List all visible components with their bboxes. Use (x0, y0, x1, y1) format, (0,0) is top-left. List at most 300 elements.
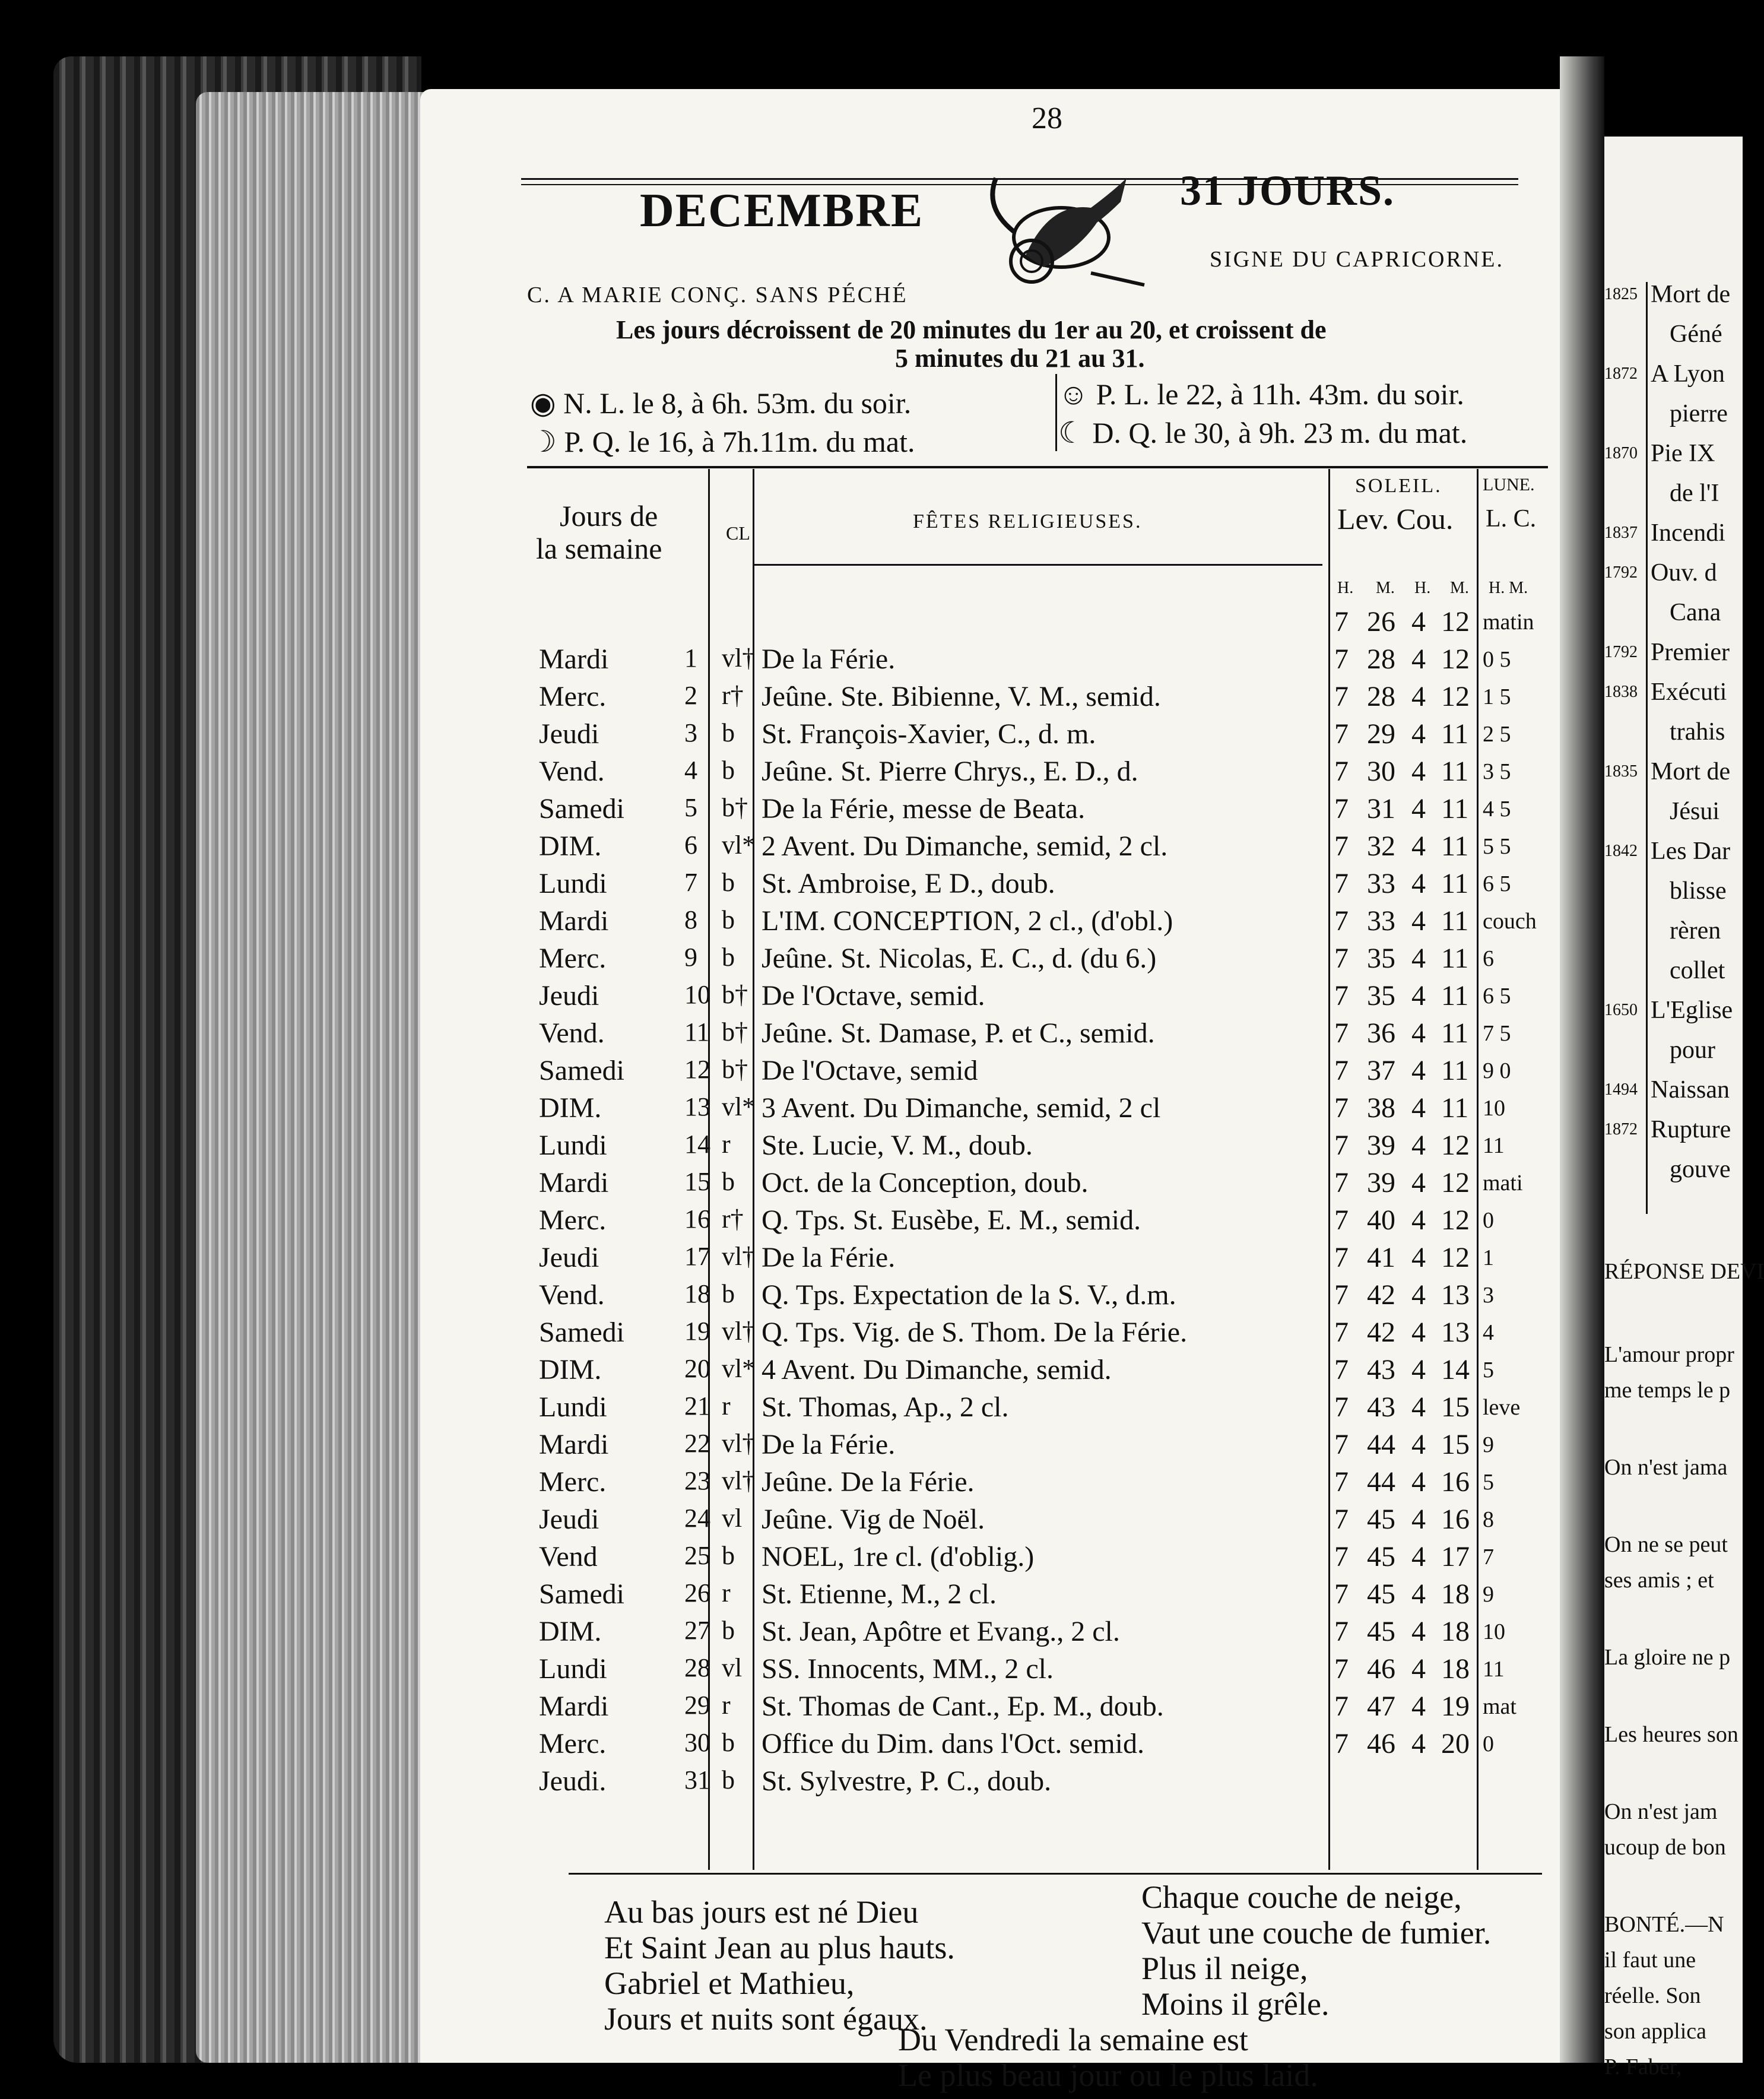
feast-name: De l'Octave, semid (762, 1055, 978, 1086)
sunset-minute: 15 (1441, 1429, 1470, 1460)
sunset-minute: 12 (1441, 1167, 1470, 1198)
day-number: 13 (684, 1092, 710, 1121)
table-row (420, 680, 1560, 716)
day-name: Samedi (539, 1317, 624, 1348)
zodiac-sign: SIGNE DU CAPRICORNE. (1210, 247, 1504, 272)
facing-page (1604, 137, 1764, 2079)
day-name: Lundi (539, 868, 607, 899)
day-number: 6 (684, 830, 697, 860)
sunset-minute: 20 (1441, 1728, 1470, 1759)
sunrise-hour: 7 (1334, 1055, 1349, 1086)
facing-entry: Les Dar (1651, 838, 1731, 865)
sunset-hour: 4 (1411, 868, 1426, 899)
facing-entry: Géné (1670, 321, 1722, 348)
liturgical-class: b (722, 1279, 735, 1308)
sunset-minute: 11 (1441, 830, 1469, 862)
facing-year: 1838 (1604, 683, 1638, 701)
liturgical-class: b (722, 718, 735, 747)
sunrise-hour: 7 (1334, 1466, 1349, 1498)
day-name: Vend. (539, 1279, 605, 1311)
sunrise-hour: 7 (1334, 1691, 1349, 1722)
day-number: 25 (684, 1541, 710, 1570)
sunrise-hour: 7 (1334, 606, 1349, 638)
table-row (420, 1428, 1560, 1464)
liturgical-class: vl† (722, 1466, 756, 1495)
table-row (420, 979, 1560, 1015)
day-name: Merc. (539, 1728, 607, 1759)
sunrise-minute: 41 (1367, 1242, 1395, 1273)
hm-header-lh: H. (1337, 579, 1354, 597)
facing-lower-line: L'amour propr (1604, 1342, 1734, 1367)
proverb-left-1: Au bas jours est né Dieu (604, 1894, 919, 1930)
table-top-rule (527, 466, 1548, 468)
table-row (420, 605, 1560, 641)
sunset-hour: 4 (1411, 1728, 1426, 1759)
day-name: Mardi (539, 1691, 609, 1722)
day-number: 17 (684, 1242, 710, 1271)
sunrise-minute: 28 (1367, 681, 1395, 712)
moon-time: 2 5 (1483, 722, 1511, 747)
sunset-hour: 4 (1411, 643, 1426, 675)
liturgical-class: b (722, 1541, 735, 1570)
moon-time: couch (1483, 909, 1537, 934)
day-name: Vend (539, 1541, 598, 1572)
first-quarter-moon-icon: ☽ (530, 425, 564, 458)
facing-year: 1872 (1604, 364, 1638, 383)
page-number: 28 (1032, 102, 1062, 135)
table-row (420, 867, 1560, 903)
facing-entry: Pie IX (1651, 440, 1715, 467)
header-jours: Jours de (560, 499, 658, 532)
sunset-hour: 4 (1411, 1055, 1426, 1086)
sunset-minute: 12 (1441, 1204, 1470, 1236)
facing-entry: L'Eglise (1651, 997, 1733, 1024)
sunset-hour: 4 (1411, 905, 1426, 937)
sunrise-hour: 7 (1334, 681, 1349, 712)
sunset-hour: 4 (1411, 1354, 1426, 1385)
day-number: 19 (684, 1317, 710, 1346)
moon-time: 4 5 (1483, 797, 1511, 822)
facing-entry: Rupture (1651, 1116, 1731, 1143)
facing-lower-line: On ne se peut (1604, 1532, 1728, 1557)
sunrise-hour: 7 (1334, 1541, 1349, 1572)
moon-phase-new (530, 386, 911, 420)
full-moon-icon: ☺ (1058, 378, 1096, 411)
liturgical-class: b (722, 1616, 735, 1645)
moon-divider (1055, 374, 1057, 451)
day-number: 1 (684, 643, 697, 673)
feast-name: 3 Avent. Du Dimanche, semid, 2 cl (762, 1092, 1161, 1124)
facing-entry: gouve (1670, 1156, 1731, 1183)
sunrise-hour: 7 (1334, 943, 1349, 974)
sunset-hour: 4 (1411, 793, 1426, 825)
feast-name: St. Ambroise, E D., doub. (762, 868, 1055, 899)
day-number: 11 (684, 1017, 710, 1047)
sunset-minute: 11 (1441, 718, 1469, 750)
facing-year: 1792 (1604, 563, 1638, 582)
facing-lower-line: BONTÉ.—N (1604, 1912, 1724, 1937)
moon-time: leve (1483, 1395, 1521, 1420)
sunset-hour: 4 (1411, 681, 1426, 712)
table-row (420, 755, 1560, 791)
facing-lower-line: Les heures son (1604, 1722, 1738, 1747)
facing-entry: Naissan (1651, 1076, 1730, 1104)
sunrise-minute: 47 (1367, 1691, 1395, 1722)
day-number: 15 (684, 1167, 710, 1196)
day-name: Lundi (539, 1130, 607, 1161)
liturgical-class: b (722, 905, 735, 934)
table-row (420, 1615, 1560, 1651)
moon-time: 11 (1483, 1657, 1505, 1682)
moon-time: 8 (1483, 1507, 1494, 1532)
sunrise-minute: 30 (1367, 756, 1395, 787)
moon-time: 1 (1483, 1245, 1494, 1270)
moon-time: 9 (1483, 1582, 1494, 1607)
facing-entry: Premier (1651, 639, 1730, 666)
book-gutter (1560, 56, 1604, 2063)
sunrise-hour: 7 (1334, 1204, 1349, 1236)
feast-name: Jeûne. De la Férie. (762, 1466, 975, 1498)
moon-time: matin (1483, 610, 1534, 635)
facing-year: 1792 (1604, 643, 1638, 661)
moon-time: 6 (1483, 946, 1494, 971)
table-row (420, 1353, 1560, 1389)
sunrise-minute: 46 (1367, 1728, 1395, 1759)
sunrise-minute: 42 (1367, 1279, 1395, 1311)
proverb-right-4: Moins il grêle. (1141, 1986, 1330, 2022)
sunrise-hour: 7 (1334, 1017, 1349, 1049)
moon-time: 11 (1483, 1133, 1505, 1158)
sunset-hour: 4 (1411, 1466, 1426, 1498)
moon-time: 0 (1483, 1732, 1494, 1756)
moon-time: mat (1483, 1694, 1516, 1719)
sunrise-hour: 7 (1334, 1653, 1349, 1685)
liturgical-class: vl (722, 1504, 743, 1533)
sunset-minute: 14 (1441, 1354, 1470, 1385)
liturgical-class: r† (722, 681, 744, 710)
sunset-hour: 4 (1411, 1092, 1426, 1124)
table-row (420, 1727, 1560, 1763)
feast-name: Jeûne. Vig de Noël. (762, 1504, 985, 1535)
facing-entry: Incendi (1651, 519, 1725, 547)
table-row (420, 1129, 1560, 1165)
moon-time: 0 (1483, 1208, 1494, 1233)
liturgical-class: vl† (722, 643, 756, 673)
sunrise-minute: 45 (1367, 1541, 1395, 1572)
moon-phase-text: D. Q. le 30, à 9h. 23 m. du mat. (1092, 416, 1468, 449)
liturgical-class: vl† (722, 1429, 756, 1458)
day-number: 16 (684, 1204, 710, 1234)
feast-name: De la Férie. (762, 1429, 896, 1460)
sunrise-minute: 37 (1367, 1055, 1395, 1086)
moon-time: 6 5 (1483, 871, 1511, 896)
facing-entry: Ouv. d (1651, 559, 1717, 586)
sunset-hour: 4 (1411, 1017, 1426, 1049)
day-name: Merc. (539, 681, 607, 712)
day-name: Vend. (539, 1017, 605, 1049)
sunset-hour: 4 (1411, 1317, 1426, 1348)
moon-time: 10 (1483, 1619, 1505, 1644)
day-name: Jeudi (539, 718, 599, 750)
feast-name: Jeûne. St. Nicolas, E. C., d. (du 6.) (762, 943, 1157, 974)
facing-lower-line: ses amis ; et (1604, 1568, 1714, 1593)
feast-name: L'IM. CONCEPTION, 2 cl., (d'obl.) (762, 905, 1173, 937)
facing-year: 1494 (1604, 1080, 1638, 1099)
sunset-hour: 4 (1411, 606, 1426, 638)
proverb-right-1: Chaque couche de neige, (1141, 1879, 1462, 1915)
table-row (420, 1279, 1560, 1314)
feast-name: Jeûne. St. Damase, P. et C., semid. (762, 1017, 1155, 1049)
hm-header-lm: M. (1376, 579, 1395, 597)
table-row (420, 830, 1560, 865)
feast-name: Q. Tps. Vig. de S. Thom. De la Férie. (762, 1317, 1188, 1348)
day-number: 3 (684, 718, 697, 747)
sunset-minute: 18 (1441, 1578, 1470, 1610)
feast-name: SS. Innocents, MM., 2 cl. (762, 1653, 1054, 1685)
header-soleil: SOLEIL. (1355, 475, 1442, 497)
feast-name: 4 Avent. Du Dimanche, semid. (762, 1354, 1112, 1385)
sunrise-hour: 7 (1334, 1242, 1349, 1273)
proverb-bottom-1: Du Vendredi la semaine est (898, 2022, 1248, 2057)
day-name: Samedi (539, 793, 624, 825)
sunrise-minute: 38 (1367, 1092, 1395, 1124)
sunrise-hour: 7 (1334, 1092, 1349, 1124)
moon-time: 6 5 (1483, 984, 1511, 1009)
day-name: Mardi (539, 1429, 609, 1460)
table-row (420, 718, 1560, 753)
sunset-minute: 19 (1441, 1691, 1470, 1722)
sunrise-hour: 7 (1334, 1504, 1349, 1535)
sunrise-minute: 45 (1367, 1578, 1395, 1610)
sunset-minute: 17 (1441, 1541, 1470, 1572)
sunrise-hour: 7 (1334, 905, 1349, 937)
liturgical-class: b (722, 943, 735, 972)
facing-lower-line: réelle. Son (1604, 1983, 1701, 2008)
sunset-minute: 11 (1441, 1092, 1469, 1124)
table-row (420, 1092, 1560, 1127)
facing-entry: collet (1670, 957, 1725, 984)
table-row (420, 1391, 1560, 1426)
table-row (420, 1017, 1560, 1052)
sunrise-minute: 26 (1367, 606, 1395, 638)
fetes-header-rule (753, 564, 1322, 566)
sunrise-minute: 33 (1367, 905, 1395, 937)
sunset-hour: 4 (1411, 1691, 1426, 1722)
table-row (420, 1765, 1560, 1800)
sunrise-hour: 7 (1334, 830, 1349, 862)
sunset-hour: 4 (1411, 830, 1426, 862)
dedication: C. A MARIE CONÇ. SANS PÉCHÉ (527, 283, 908, 307)
day-number: 31 (684, 1765, 710, 1794)
table-bottom-rule (569, 1873, 1542, 1875)
facing-entry: Cana (1670, 599, 1721, 626)
day-name: DIM. (539, 1354, 602, 1385)
day-name: Mardi (539, 643, 609, 675)
moon-time: 5 (1483, 1470, 1494, 1495)
moon-time: 0 5 (1483, 647, 1511, 672)
day-name: Lundi (539, 1653, 607, 1685)
sunset-minute: 11 (1441, 1055, 1469, 1086)
day-name: Samedi (539, 1055, 624, 1086)
sunrise-hour: 7 (1334, 868, 1349, 899)
moon-time: 7 5 (1483, 1021, 1511, 1046)
day-number: 23 (684, 1466, 710, 1495)
moon-time: 3 (1483, 1283, 1494, 1308)
sunrise-hour: 7 (1334, 793, 1349, 825)
sunset-hour: 4 (1411, 1541, 1426, 1572)
sunset-minute: 12 (1441, 681, 1470, 712)
sunset-hour: 4 (1411, 1242, 1426, 1273)
facing-entry: pierre (1670, 400, 1728, 427)
sunrise-minute: 43 (1367, 1354, 1395, 1385)
day-number: 7 (684, 868, 697, 897)
sunrise-minute: 39 (1367, 1130, 1395, 1161)
liturgical-class: b† (722, 980, 748, 1009)
day-number: 14 (684, 1130, 710, 1159)
sunset-minute: 16 (1441, 1504, 1470, 1535)
day-name: Jeudi (539, 980, 599, 1012)
liturgical-class: vl (722, 1653, 743, 1682)
day-number: 9 (684, 943, 697, 972)
table-row (420, 1166, 1560, 1202)
liturgical-class: b (722, 1765, 735, 1794)
day-name: Jeudi (539, 1504, 599, 1535)
month-title: DECEMBRE (640, 185, 924, 237)
capricorn-emblem-icon (972, 166, 1150, 291)
sunrise-minute: 45 (1367, 1504, 1395, 1535)
facing-entry: Jésui (1670, 798, 1719, 825)
sunrise-minute: 28 (1367, 643, 1395, 675)
liturgical-class: b (722, 1728, 735, 1757)
sunset-hour: 4 (1411, 1429, 1426, 1460)
facing-year: 1825 (1604, 285, 1638, 303)
sunset-hour: 4 (1411, 1130, 1426, 1161)
moon-phase-text: P. L. le 22, à 11h. 43m. du soir. (1096, 378, 1464, 411)
hm-header-ch: H. (1414, 579, 1431, 597)
liturgical-class: b (722, 756, 735, 785)
sunrise-hour: 7 (1334, 1317, 1349, 1348)
header-lev-cou: Lev. Cou. (1337, 502, 1454, 535)
facing-lower-line: RÉPONSE DEVI (1604, 1259, 1764, 1284)
moon-time: 9 (1483, 1432, 1494, 1457)
table-row (420, 1054, 1560, 1090)
sunset-hour: 4 (1411, 943, 1426, 974)
facing-entry: Mort de (1651, 758, 1731, 785)
sunset-minute: 12 (1441, 1130, 1470, 1161)
book-page-edges-light (196, 92, 433, 2063)
day-number: 2 (684, 681, 697, 710)
day-name: Jeudi. (539, 1765, 607, 1797)
liturgical-class: r (722, 1391, 731, 1421)
sunrise-minute: 32 (1367, 830, 1395, 862)
liturgical-class: b (722, 1167, 735, 1196)
feast-name: St. Jean, Apôtre et Evang., 2 cl. (762, 1616, 1120, 1647)
table-row (420, 942, 1560, 978)
day-number: 21 (684, 1391, 710, 1421)
day-name: DIM. (539, 1092, 602, 1124)
feast-name: St. Thomas de Cant., Ep. M., doub. (762, 1691, 1164, 1722)
proverb-right-3: Plus il neige, (1141, 1951, 1308, 1986)
sunset-hour: 4 (1411, 1279, 1426, 1311)
hm-header-cm: M. (1450, 579, 1469, 597)
proverb-left-4: Jours et nuits sont égaux. (604, 2001, 928, 2037)
day-number: 26 (684, 1578, 710, 1607)
moon-phase-text: P. Q. le 16, à 7h.11m. du mat. (564, 425, 915, 458)
facing-entry: pour (1670, 1036, 1715, 1064)
moon-time: 4 (1483, 1320, 1494, 1345)
sunrise-hour: 7 (1334, 756, 1349, 787)
sunset-hour: 4 (1411, 1578, 1426, 1610)
sunset-hour: 4 (1411, 756, 1426, 787)
table-row (420, 643, 1560, 678)
moon-time: 1 5 (1483, 684, 1511, 709)
sunrise-hour: 7 (1334, 718, 1349, 750)
liturgical-class: vl* (722, 830, 756, 860)
moon-time: 10 (1483, 1096, 1505, 1121)
sunset-minute: 12 (1441, 643, 1470, 675)
days-count: 31 JOURS. (1180, 167, 1395, 214)
liturgical-class: b (722, 868, 735, 897)
proverb-bottom-2: Le plus beau jour ou le plus laid. (898, 2057, 1318, 2093)
sunrise-minute: 31 (1367, 793, 1395, 825)
sunset-minute: 16 (1441, 1466, 1470, 1498)
sunrise-hour: 7 (1334, 1279, 1349, 1311)
last-quarter-moon-icon: ☾ (1058, 416, 1093, 449)
day-name: Merc. (539, 1466, 607, 1498)
facing-lower-line: il faut une (1604, 1948, 1696, 1973)
day-name: DIM. (539, 830, 602, 862)
facing-year: 1872 (1604, 1120, 1638, 1139)
sunset-hour: 4 (1411, 1167, 1426, 1198)
day-number: 20 (684, 1354, 710, 1383)
sunrise-minute: 33 (1367, 868, 1395, 899)
feast-name: Office du Dim. dans l'Oct. semid. (762, 1728, 1144, 1759)
day-number: 27 (684, 1616, 710, 1645)
sunset-hour: 4 (1411, 1391, 1426, 1423)
day-number: 22 (684, 1429, 710, 1458)
day-number: 8 (684, 905, 697, 934)
sunset-minute: 18 (1441, 1616, 1470, 1647)
sunset-minute: 11 (1441, 756, 1469, 787)
liturgical-class: b† (722, 1055, 748, 1084)
liturgical-class: b† (722, 793, 748, 822)
facing-entry: Exécuti (1651, 678, 1727, 706)
table-row (420, 1466, 1560, 1501)
header-fetes: FÊTES RELIGIEUSES. (913, 511, 1143, 532)
sunrise-hour: 7 (1334, 1130, 1349, 1161)
moon-phase-full (1058, 377, 1464, 411)
day-name: Mardi (539, 1167, 609, 1198)
facing-page-year-divider (1646, 282, 1648, 1214)
feast-name: Jeûne. Ste. Bibienne, V. M., semid. (762, 681, 1161, 712)
sunrise-minute: 45 (1367, 1616, 1395, 1647)
feast-name: Q. Tps. Expectation de la S. V., d.m. (762, 1279, 1176, 1311)
liturgical-class: r (722, 1578, 731, 1607)
feast-name: St. Etienne, M., 2 cl. (762, 1578, 997, 1610)
moon-time: mati (1483, 1171, 1523, 1196)
sunrise-minute: 35 (1367, 943, 1395, 974)
sunset-minute: 12 (1441, 606, 1470, 638)
facing-entry: trahis (1670, 718, 1725, 746)
header-semaine: la semaine (536, 532, 662, 565)
day-number: 18 (684, 1279, 710, 1308)
sunset-minute: 13 (1441, 1279, 1470, 1311)
feast-name: De la Férie, messe de Beata. (762, 793, 1086, 825)
facing-lower-line: P. Faber, (1604, 2054, 1682, 2079)
feast-name: Q. Tps. St. Eusèbe, E. M., semid. (762, 1204, 1141, 1236)
sunrise-hour: 7 (1334, 1429, 1349, 1460)
sunset-minute: 11 (1441, 980, 1469, 1012)
